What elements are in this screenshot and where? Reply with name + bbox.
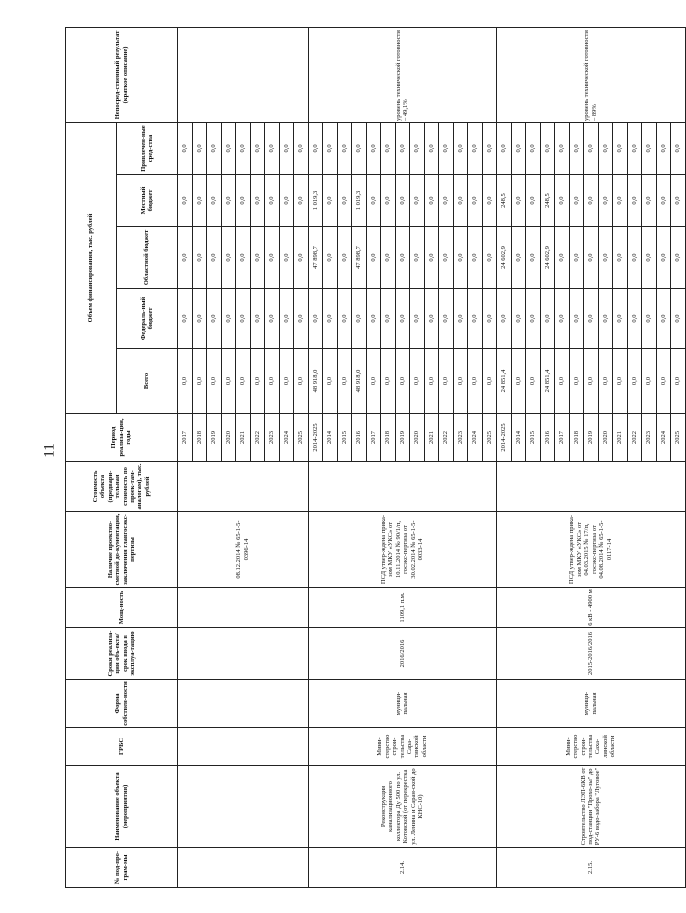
total-value-cell: 0,0 bbox=[424, 349, 439, 414]
empty-cell bbox=[178, 27, 309, 122]
header-cost: Стоимость объекта (предвари-тельная стоимость по проек-там-аналогам), тыс. рублей bbox=[66, 462, 178, 512]
period-year-cell: 2017 bbox=[366, 414, 381, 462]
federal-value-cell: 0,0 bbox=[221, 289, 236, 349]
page-number: 11 bbox=[41, 443, 58, 458]
regional-value-cell: 0,0 bbox=[178, 227, 193, 289]
period-year-cell: 2020 bbox=[221, 414, 236, 462]
period-year-cell: 2022 bbox=[439, 414, 454, 462]
local-value-cell: 0,0 bbox=[250, 175, 265, 227]
total-value-cell: 0,0 bbox=[468, 349, 483, 414]
period-year-cell: 2018 bbox=[381, 414, 396, 462]
financing-table bbox=[65, 27, 686, 888]
federal-value-cell: 0,0 bbox=[468, 289, 483, 349]
total-value-cell: 0,0 bbox=[250, 349, 265, 414]
period-year-cell: 2017 bbox=[178, 414, 193, 462]
header-funding-group: Объем финансирования, тыс. рублей bbox=[66, 122, 117, 413]
period-year-cell: 2021 bbox=[236, 414, 251, 462]
period-year-cell: 2020 bbox=[598, 414, 613, 462]
header-federal: Федераль-ный бюджет bbox=[117, 289, 178, 349]
federal-value-cell: 0,0 bbox=[511, 289, 526, 349]
project-grbs-cell: Мини-стерство строи-тельства Саха-линской области bbox=[497, 728, 686, 766]
header-local: Местный бюджет bbox=[117, 175, 178, 227]
federal-value-cell: 0,0 bbox=[395, 289, 410, 349]
period-year-cell: 2015 bbox=[337, 414, 352, 462]
federal-value-cell: 0,0 bbox=[207, 289, 222, 349]
regional-value-cell: 0,0 bbox=[627, 227, 642, 289]
total-value-cell: 0,0 bbox=[192, 349, 207, 414]
period-year-cell: 2019 bbox=[207, 414, 222, 462]
period-year-cell: 2021 bbox=[613, 414, 628, 462]
period-year-cell: 2018 bbox=[192, 414, 207, 462]
regional-value-cell: 0,0 bbox=[642, 227, 657, 289]
regional-value-cell: 0,0 bbox=[584, 227, 599, 289]
attracted-value-cell: 0,0 bbox=[627, 122, 642, 174]
empty-cell bbox=[178, 848, 309, 888]
total-value-cell: 0,0 bbox=[294, 349, 309, 414]
period-year-cell: 2014-2025 bbox=[497, 414, 512, 462]
total-value-cell: 0,0 bbox=[598, 349, 613, 414]
federal-value-cell: 0,0 bbox=[540, 289, 555, 349]
attracted-value-cell: 0,0 bbox=[337, 122, 352, 174]
rotated-table-container bbox=[65, 28, 682, 888]
attracted-value-cell: 0,0 bbox=[642, 122, 657, 174]
attracted-value-cell: 0,0 bbox=[279, 122, 294, 174]
project-terms-cell: 2016/2016 bbox=[308, 628, 497, 680]
total-value-cell: 24 851,4 bbox=[497, 349, 512, 414]
regional-value-cell: 0,0 bbox=[613, 227, 628, 289]
attracted-value-cell: 0,0 bbox=[395, 122, 410, 174]
project-num-cell: 2.15. bbox=[497, 848, 686, 888]
federal-value-cell: 0,0 bbox=[642, 289, 657, 349]
local-value-cell: 0,0 bbox=[569, 175, 584, 227]
local-value-cell: 0,0 bbox=[613, 175, 628, 227]
local-value-cell: 1 019,3 bbox=[352, 175, 367, 227]
period-year-cell: 2014 bbox=[511, 414, 526, 462]
total-value-cell: 0,0 bbox=[221, 349, 236, 414]
regional-value-cell: 0,0 bbox=[439, 227, 454, 289]
regional-value-cell: 0,0 bbox=[192, 227, 207, 289]
regional-value-cell: 0,0 bbox=[323, 227, 338, 289]
regional-value-cell: 0,0 bbox=[671, 227, 686, 289]
federal-value-cell: 0,0 bbox=[613, 289, 628, 349]
local-value-cell: 0,0 bbox=[410, 175, 425, 227]
empty-cell bbox=[178, 462, 309, 512]
federal-value-cell: 0,0 bbox=[627, 289, 642, 349]
local-value-cell: 0,0 bbox=[671, 175, 686, 227]
header-capacity: Мощ-ность bbox=[66, 588, 178, 628]
local-value-cell: 0,0 bbox=[468, 175, 483, 227]
attracted-value-cell: 0,0 bbox=[323, 122, 338, 174]
regional-value-cell: 0,0 bbox=[482, 227, 497, 289]
federal-value-cell: 0,0 bbox=[482, 289, 497, 349]
local-value-cell: 0,0 bbox=[598, 175, 613, 227]
local-value-cell: 0,0 bbox=[236, 175, 251, 227]
federal-value-cell: 0,0 bbox=[178, 289, 193, 349]
attracted-value-cell: 0,0 bbox=[526, 122, 541, 174]
period-year-cell: 2025 bbox=[671, 414, 686, 462]
local-value-cell: 0,0 bbox=[323, 175, 338, 227]
total-value-cell: 0,0 bbox=[236, 349, 251, 414]
federal-value-cell: 0,0 bbox=[497, 289, 512, 349]
attracted-value-cell: 0,0 bbox=[192, 122, 207, 174]
project-result-cell: уровень технической готовности – 89% bbox=[497, 27, 686, 122]
regional-value-cell: 0,0 bbox=[424, 227, 439, 289]
total-value-cell: 0,0 bbox=[482, 349, 497, 414]
regional-value-cell: 0,0 bbox=[656, 227, 671, 289]
total-value-cell: 0,0 bbox=[395, 349, 410, 414]
local-value-cell: 0,0 bbox=[221, 175, 236, 227]
regional-value-cell: 0,0 bbox=[453, 227, 468, 289]
attracted-value-cell: 0,0 bbox=[540, 122, 555, 174]
attracted-value-cell: 0,0 bbox=[439, 122, 454, 174]
empty-cell bbox=[178, 766, 309, 848]
local-value-cell: 0,0 bbox=[366, 175, 381, 227]
total-value-cell: 0,0 bbox=[178, 349, 193, 414]
total-value-cell: 0,0 bbox=[439, 349, 454, 414]
period-year-cell: 2017 bbox=[555, 414, 570, 462]
attracted-value-cell: 0,0 bbox=[468, 122, 483, 174]
attracted-value-cell: 0,0 bbox=[178, 122, 193, 174]
regional-value-cell: 47 898,7 bbox=[352, 227, 367, 289]
local-value-cell: 0,0 bbox=[424, 175, 439, 227]
total-value-cell: 0,0 bbox=[337, 349, 352, 414]
header-period: Период реализа-ции, годы bbox=[66, 414, 178, 462]
total-value-cell: 0,0 bbox=[656, 349, 671, 414]
period-year-cell: 2016 bbox=[352, 414, 367, 462]
local-value-cell: 0,0 bbox=[439, 175, 454, 227]
total-value-cell: 48 918,0 bbox=[352, 349, 367, 414]
local-value-cell: 0,0 bbox=[584, 175, 599, 227]
regional-value-cell: 47 898,7 bbox=[308, 227, 323, 289]
period-year-cell: 2022 bbox=[627, 414, 642, 462]
attracted-value-cell: 0,0 bbox=[671, 122, 686, 174]
project-docs-cell: ПСД утвер-ждена прика-зом МКУ «УКС» от 10.11.2014 № 90/1/п, госэкс-пертиза от 30.02.2014 № 65-1-5-0033-14 bbox=[308, 512, 497, 588]
project-result-cell: уровень технической готовности – 49,1% bbox=[308, 27, 497, 122]
attracted-value-cell: 0,0 bbox=[352, 122, 367, 174]
local-value-cell: 0,0 bbox=[482, 175, 497, 227]
attracted-value-cell: 0,0 bbox=[250, 122, 265, 174]
document-page bbox=[65, 28, 682, 888]
regional-value-cell: 0,0 bbox=[250, 227, 265, 289]
federal-value-cell: 0,0 bbox=[424, 289, 439, 349]
header-result: Непосред-ственный результат (краткое описание) bbox=[66, 27, 178, 122]
attracted-value-cell: 0,0 bbox=[656, 122, 671, 174]
total-value-cell: 0,0 bbox=[207, 349, 222, 414]
federal-value-cell: 0,0 bbox=[584, 289, 599, 349]
total-value-cell: 0,0 bbox=[627, 349, 642, 414]
total-value-cell: 48 918,0 bbox=[308, 349, 323, 414]
regional-value-cell: 0,0 bbox=[265, 227, 280, 289]
empty-cell bbox=[178, 728, 309, 766]
attracted-value-cell: 0,0 bbox=[207, 122, 222, 174]
federal-value-cell: 0,0 bbox=[439, 289, 454, 349]
local-value-cell: 0,0 bbox=[526, 175, 541, 227]
federal-value-cell: 0,0 bbox=[294, 289, 309, 349]
total-value-cell: 0,0 bbox=[366, 349, 381, 414]
attracted-value-cell: 0,0 bbox=[294, 122, 309, 174]
empty-cell bbox=[178, 588, 309, 628]
regional-value-cell: 0,0 bbox=[366, 227, 381, 289]
attracted-value-cell: 0,0 bbox=[236, 122, 251, 174]
period-year-cell: 2019 bbox=[584, 414, 599, 462]
federal-value-cell: 0,0 bbox=[366, 289, 381, 349]
attracted-value-cell: 0,0 bbox=[598, 122, 613, 174]
attracted-value-cell: 0,0 bbox=[221, 122, 236, 174]
local-value-cell: 0,0 bbox=[294, 175, 309, 227]
total-value-cell: 0,0 bbox=[279, 349, 294, 414]
regional-value-cell: 0,0 bbox=[598, 227, 613, 289]
attracted-value-cell: 0,0 bbox=[424, 122, 439, 174]
local-value-cell: 0,0 bbox=[395, 175, 410, 227]
header-ownership: Форма собствен-ности bbox=[66, 680, 178, 728]
regional-value-cell: 0,0 bbox=[526, 227, 541, 289]
federal-value-cell: 0,0 bbox=[265, 289, 280, 349]
local-value-cell: 0,0 bbox=[192, 175, 207, 227]
attracted-value-cell: 0,0 bbox=[366, 122, 381, 174]
header-total: Всего bbox=[117, 349, 178, 414]
federal-value-cell: 0,0 bbox=[671, 289, 686, 349]
project-docs-cell: 08.12.2014 № 65-1-5-0396-14 bbox=[178, 512, 309, 588]
attracted-value-cell: 0,0 bbox=[497, 122, 512, 174]
total-value-cell: 0,0 bbox=[323, 349, 338, 414]
local-value-cell: 1 019,3 bbox=[308, 175, 323, 227]
federal-value-cell: 0,0 bbox=[279, 289, 294, 349]
local-value-cell: 0,0 bbox=[265, 175, 280, 227]
period-year-cell: 2022 bbox=[250, 414, 265, 462]
federal-value-cell: 0,0 bbox=[337, 289, 352, 349]
local-value-cell: 0,0 bbox=[511, 175, 526, 227]
federal-value-cell: 0,0 bbox=[453, 289, 468, 349]
total-value-cell: 0,0 bbox=[265, 349, 280, 414]
local-value-cell: 0,0 bbox=[381, 175, 396, 227]
regional-value-cell: 0,0 bbox=[381, 227, 396, 289]
total-value-cell: 0,0 bbox=[410, 349, 425, 414]
total-value-cell: 0,0 bbox=[671, 349, 686, 414]
federal-value-cell: 0,0 bbox=[352, 289, 367, 349]
attracted-value-cell: 0,0 bbox=[453, 122, 468, 174]
attracted-value-cell: 0,0 bbox=[511, 122, 526, 174]
period-year-cell: 2023 bbox=[453, 414, 468, 462]
period-year-cell: 2015 bbox=[526, 414, 541, 462]
empty-cell bbox=[178, 680, 309, 728]
header-attracted: Привлечен-ные сред-ства bbox=[117, 122, 178, 174]
period-year-cell: 2024 bbox=[468, 414, 483, 462]
federal-value-cell: 0,0 bbox=[192, 289, 207, 349]
regional-value-cell: 0,0 bbox=[221, 227, 236, 289]
federal-value-cell: 0,0 bbox=[250, 289, 265, 349]
total-value-cell: 0,0 bbox=[613, 349, 628, 414]
federal-value-cell: 0,0 bbox=[410, 289, 425, 349]
attracted-value-cell: 0,0 bbox=[308, 122, 323, 174]
regional-value-cell: 0,0 bbox=[410, 227, 425, 289]
regional-value-cell: 24 602,9 bbox=[497, 227, 512, 289]
project-num-cell: 2.14. bbox=[308, 848, 497, 888]
project-name-cell: Строительство ЛЭП-6КВ от под-станции "Прохо-зы" до РУ-6 водо-забора "Луговое" bbox=[497, 766, 686, 848]
period-year-cell: 2024 bbox=[279, 414, 294, 462]
regional-value-cell: 0,0 bbox=[468, 227, 483, 289]
total-value-cell: 0,0 bbox=[381, 349, 396, 414]
header-name: Наименование объекта (мероприятия) bbox=[66, 766, 178, 848]
period-year-cell: 2021 bbox=[424, 414, 439, 462]
project-grbs-cell: Мини-стерство строи-тельства Сара-тинской области bbox=[308, 728, 497, 766]
federal-value-cell: 0,0 bbox=[381, 289, 396, 349]
local-value-cell: 0,0 bbox=[555, 175, 570, 227]
local-value-cell: 0,0 bbox=[178, 175, 193, 227]
local-value-cell: 0,0 bbox=[279, 175, 294, 227]
project-ownership-cell: муници-пальная bbox=[497, 680, 686, 728]
project-cost-cell bbox=[497, 462, 686, 512]
total-value-cell: 0,0 bbox=[642, 349, 657, 414]
table-body bbox=[178, 27, 686, 887]
local-value-cell: 0,0 bbox=[337, 175, 352, 227]
federal-value-cell: 0,0 bbox=[656, 289, 671, 349]
table-row bbox=[497, 27, 512, 887]
project-capacity-cell: 1109,1 п.м. bbox=[308, 588, 497, 628]
project-cost-cell bbox=[308, 462, 497, 512]
period-year-cell: 2023 bbox=[642, 414, 657, 462]
project-ownership-cell: муници-пальная bbox=[308, 680, 497, 728]
period-year-cell: 2025 bbox=[294, 414, 309, 462]
table-row bbox=[178, 27, 193, 887]
attracted-value-cell: 0,0 bbox=[265, 122, 280, 174]
local-value-cell: 0,0 bbox=[207, 175, 222, 227]
header-num: № под-про-грам-мы bbox=[66, 848, 178, 888]
attracted-value-cell: 0,0 bbox=[482, 122, 497, 174]
local-value-cell: 0,0 bbox=[627, 175, 642, 227]
local-value-cell: 0,0 bbox=[453, 175, 468, 227]
total-value-cell: 0,0 bbox=[453, 349, 468, 414]
period-year-cell: 2024 bbox=[656, 414, 671, 462]
regional-value-cell: 0,0 bbox=[279, 227, 294, 289]
header-regional: Областной бюджет bbox=[117, 227, 178, 289]
total-value-cell: 24 851,4 bbox=[540, 349, 555, 414]
header-docs: Наличие проектно-сметной до-кументации, заключения главгосэкс-пертизы bbox=[66, 512, 178, 588]
period-year-cell: 2014-2025 bbox=[308, 414, 323, 462]
regional-value-cell: 0,0 bbox=[294, 227, 309, 289]
regional-value-cell: 0,0 bbox=[555, 227, 570, 289]
federal-value-cell: 0,0 bbox=[323, 289, 338, 349]
federal-value-cell: 0,0 bbox=[555, 289, 570, 349]
project-name-cell: Реконструкция канализационного коллектора Ду 500 по ул. Котовской (от перекрестка ул. Ленина и Саран-ской до КНС-10) bbox=[308, 766, 497, 848]
attracted-value-cell: 0,0 bbox=[555, 122, 570, 174]
federal-value-cell: 0,0 bbox=[569, 289, 584, 349]
local-value-cell: 0,0 bbox=[642, 175, 657, 227]
period-year-cell: 2023 bbox=[265, 414, 280, 462]
regional-value-cell: 0,0 bbox=[236, 227, 251, 289]
regional-value-cell: 24 602,9 bbox=[540, 227, 555, 289]
regional-value-cell: 0,0 bbox=[337, 227, 352, 289]
total-value-cell: 0,0 bbox=[526, 349, 541, 414]
project-docs-cell: ПСД утвер-ждена прика-зом МКУ «УКС» от 04.03.2015 № 17/п, госэкс-пертиза от 04.08.2014 № 65-1-5-0117-14 bbox=[497, 512, 686, 588]
total-value-cell: 0,0 bbox=[569, 349, 584, 414]
regional-value-cell: 0,0 bbox=[511, 227, 526, 289]
empty-cell bbox=[178, 628, 309, 680]
federal-value-cell: 0,0 bbox=[526, 289, 541, 349]
period-year-cell: 2014 bbox=[323, 414, 338, 462]
table-row bbox=[308, 27, 323, 887]
period-year-cell: 2019 bbox=[395, 414, 410, 462]
federal-value-cell: 0,0 bbox=[308, 289, 323, 349]
attracted-value-cell: 0,0 bbox=[410, 122, 425, 174]
attracted-value-cell: 0,0 bbox=[584, 122, 599, 174]
attracted-value-cell: 0,0 bbox=[569, 122, 584, 174]
regional-value-cell: 0,0 bbox=[395, 227, 410, 289]
period-year-cell: 2025 bbox=[482, 414, 497, 462]
period-year-cell: 2018 bbox=[569, 414, 584, 462]
attracted-value-cell: 0,0 bbox=[381, 122, 396, 174]
total-value-cell: 0,0 bbox=[584, 349, 599, 414]
header-grbs: ГРБС bbox=[66, 728, 178, 766]
local-value-cell: 0,0 bbox=[656, 175, 671, 227]
federal-value-cell: 0,0 bbox=[236, 289, 251, 349]
period-year-cell: 2020 bbox=[410, 414, 425, 462]
project-capacity-cell: 6 кВ - 4900 м bbox=[497, 588, 686, 628]
local-value-cell: 248,5 bbox=[497, 175, 512, 227]
regional-value-cell: 0,0 bbox=[207, 227, 222, 289]
header-terms: Сроки реализа-ции объ-екта/срок ввода в эксплуа-тацию bbox=[66, 628, 178, 680]
period-year-cell: 2016 bbox=[540, 414, 555, 462]
project-terms-cell: 2015-2016/2016 bbox=[497, 628, 686, 680]
federal-value-cell: 0,0 bbox=[598, 289, 613, 349]
local-value-cell: 248,5 bbox=[540, 175, 555, 227]
total-value-cell: 0,0 bbox=[511, 349, 526, 414]
regional-value-cell: 0,0 bbox=[569, 227, 584, 289]
total-value-cell: 0,0 bbox=[555, 349, 570, 414]
attracted-value-cell: 0,0 bbox=[613, 122, 628, 174]
